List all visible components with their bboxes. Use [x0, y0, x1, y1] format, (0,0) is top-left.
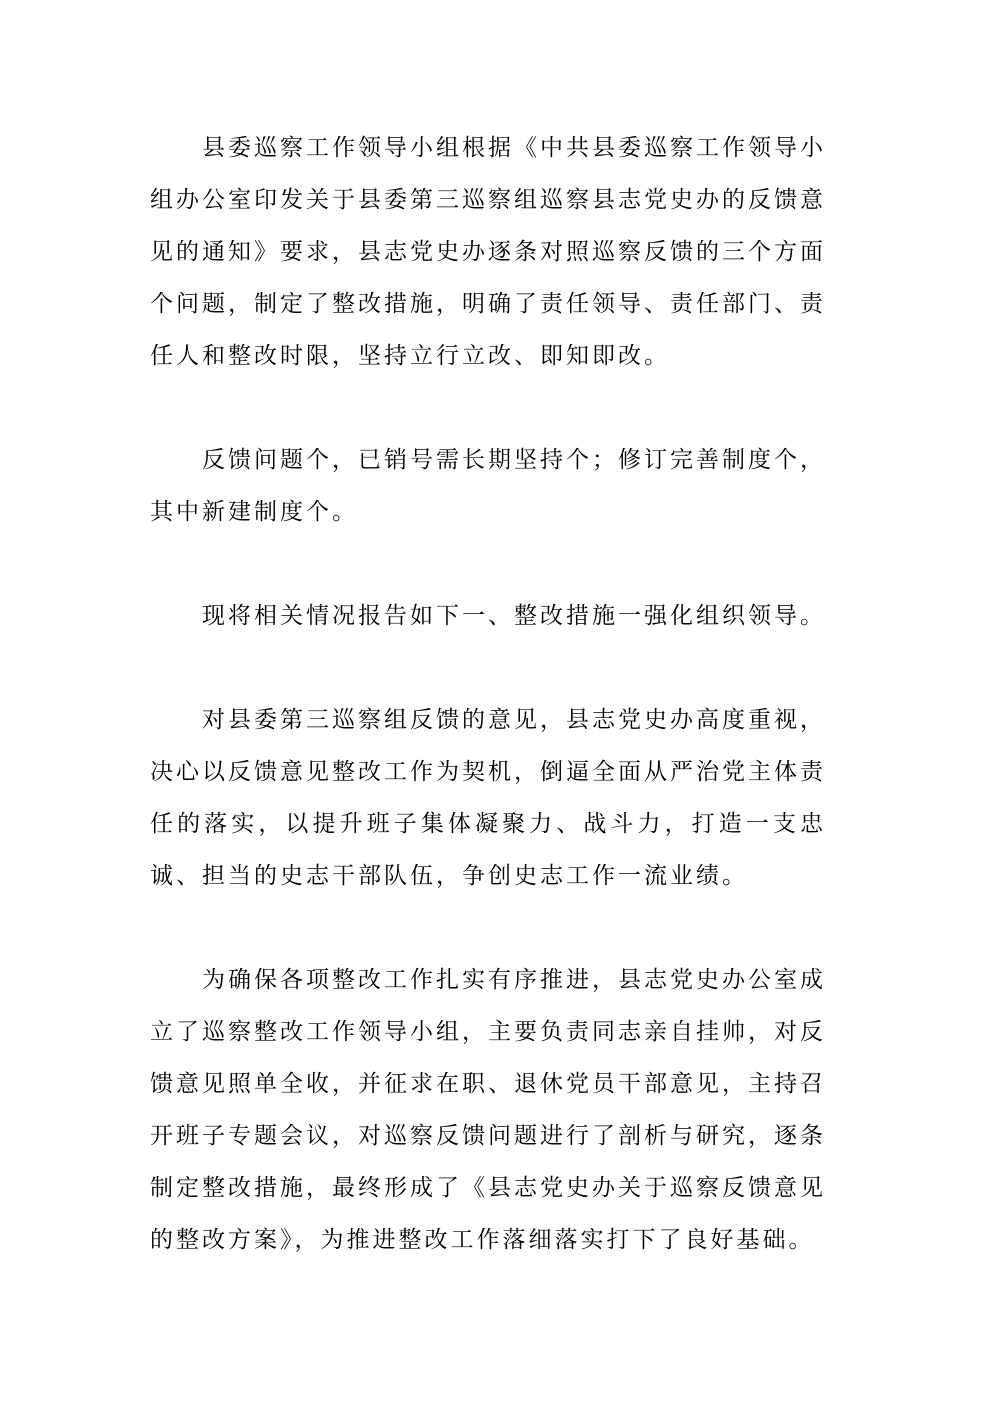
- paragraph-issue-counts: 反馈问题个，已销号需长期坚持个；修订完善制度个，其中新建制度个。: [150, 447, 826, 525]
- document-page: [150, 122, 826, 1266]
- paragraph-attention-commitment: 对县委第三巡察组反馈的意见，县志党史办高度重视，决心以反馈意见整改工作为契机，倒逼全面从严治党主体责任的落实，以提升班子集体凝聚力、战斗力，打造一支忠诚、担当的史志干部队伍，争创史志工作一流业绩。: [150, 707, 826, 889]
- paragraph-inspection-basis: 县委巡察工作领导小组根据《中共县委巡察工作领导小组办公室印发关于县委第三巡察组巡察县志党史办的反馈意见的通知》要求，县志党史办逐条对照巡察反馈的三个方面个问题，制定了整改措施，明确了责任领导、责任部门、责任人和整改时限，坚持立行立改、即知即改。: [150, 135, 826, 369]
- paragraph-leading-group: 为确保各项整改工作扎实有序推进，县志党史办公室成立了巡察整改工作领导小组，主要负责同志亲自挂帅，对反馈意见照单全收，并征求在职、退休党员干部意见，主持召开班子专题会议，对巡察反馈问题进行了剖析与研究，逐条制定整改措施，最终形成了《县志党史办关于巡察反馈意见的整改方案》，为推进整改工作落细落实打下了良好基础。: [150, 967, 826, 1253]
- paragraph-report-heading: 现将相关情况报告如下一、整改措施一强化组织领导。: [202, 603, 826, 629]
